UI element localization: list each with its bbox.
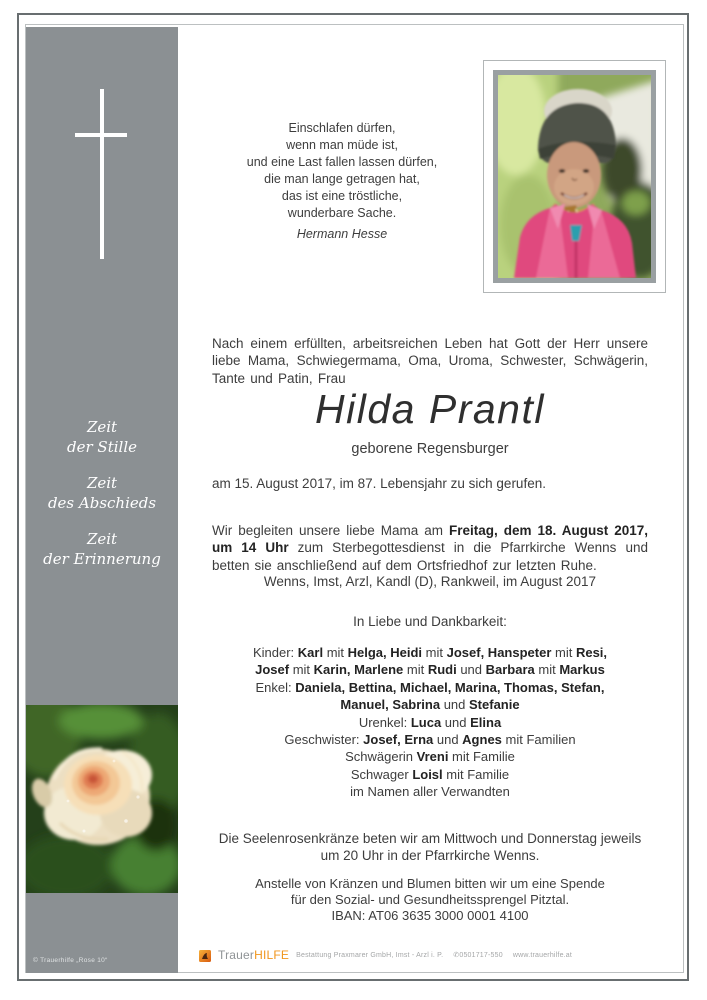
poem-author: Hermann Hesse <box>296 227 388 241</box>
brand-gray: Trauer <box>218 948 255 962</box>
verse-abschied <box>26 473 178 513</box>
verse-line: Zeit <box>86 418 118 436</box>
cross-icon <box>26 27 178 287</box>
verse-stille <box>26 417 178 457</box>
family-line: Urenkel: Luca und Elina <box>358 714 502 730</box>
sidebar <box>26 27 178 973</box>
footer-phone: ✆0501717-550 <box>453 952 503 959</box>
family-list <box>212 644 648 801</box>
poem-line: das ist eine tröstliche, <box>281 189 403 203</box>
brand-orange: HILFE <box>254 948 290 962</box>
donation-line: für den Sozial- und Gesundheitssprengel Pitztal. <box>290 892 570 907</box>
poem-line: wunderbare Sache. <box>287 206 397 220</box>
verse-line: der Stille <box>67 438 137 456</box>
gratitude-line: In Liebe und Dankbarkeit: <box>353 614 507 629</box>
poem <box>212 120 472 243</box>
brand-name <box>218 948 289 962</box>
portrait-photo <box>483 60 666 293</box>
footer-tagline: Bestattung Praxmarer GmbH, Imst - Arzl i. P. <box>296 951 444 959</box>
rose-photo <box>26 705 178 893</box>
donation-notice <box>212 876 648 924</box>
iban-line: IBAN: AT06 3635 3000 0001 4100 <box>331 908 529 923</box>
photo-credit: © Trauerhilfe „Rose 10“ <box>33 957 108 964</box>
poem-line: wenn man müde ist, <box>286 138 398 152</box>
family-line: Schwager Loisl mit Familie <box>350 766 510 782</box>
sidebar-verses <box>26 417 178 585</box>
family-line: Kinder: Karl mit Helga, Heidi mit Josef, Hanspeter mit Resi, <box>252 645 608 660</box>
verse-line: Zeit <box>86 474 118 492</box>
poem-line: Einschlafen dürfen, <box>288 121 396 135</box>
verse-line: des Abschieds <box>47 494 157 512</box>
trauerhilfe-logo-icon <box>199 949 211 961</box>
family-line: Geschwister: Josef, Erna und Agnes mit Familien <box>284 732 576 748</box>
death-date-line: am 15. August 2017, im 87. Lebensjahr zu sich gerufen. <box>212 476 546 491</box>
funeral-info: Wir begleiten unsere liebe Mama am Freitag, dem 18. August 2017, um 14 Uhr zum Sterbegottesdienst in die Pfarrkirche Wenns und betten sie anschließend auf dem Ortsfriedhof zur letzten Ruhe. <box>212 522 648 573</box>
verse-line: Zeit <box>86 530 118 548</box>
donation-line: Anstelle von Kränzen und Blumen bitten wir um eine Spende <box>255 876 605 891</box>
deceased-name: Hilda Prantl <box>315 386 545 432</box>
verse-erinnerung <box>26 529 178 569</box>
footer-website: www.trauerhilfe.at <box>512 951 573 959</box>
family-line: Schwägerin Vreni mit Familie <box>345 749 515 765</box>
poem-line: und eine Last fallen lassen dürfen, <box>246 155 438 169</box>
maiden-name: geborene Regensburger <box>351 441 509 457</box>
family-line: Enkel: Daniela, Bettina, Michael, Marina, Thomas, Stefan, <box>255 679 605 695</box>
places-line: Wenns, Imst, Arzl, Kandl (D), Rankweil, im August 2017 <box>263 574 597 589</box>
poem-line: die man lange getragen hat, <box>264 172 420 186</box>
footer <box>199 948 572 962</box>
verse-line: der Erinnerung <box>43 550 161 568</box>
rosary-notice: Die Seelenrosenkränze beten wir am Mittwoch und Donnerstag jeweils um 20 Uhr in der Pfarrkirche Wenns. <box>218 830 642 863</box>
family-line: im Namen aller Verwandten <box>350 784 510 800</box>
family-line: Manuel, Sabrina und Stefanie <box>340 697 520 713</box>
intro-text: Nach einem erfüllten, arbeitsreichen Leben hat Gott der Herr unsere liebe Mama, Schwiegermama, Oma, Uroma, Schwester, Schwägerin, Tante und Patin, Frau <box>212 335 648 386</box>
family-line: Josef mit Karin, Marlene mit Rudi und Barbara mit Markus <box>255 662 605 678</box>
